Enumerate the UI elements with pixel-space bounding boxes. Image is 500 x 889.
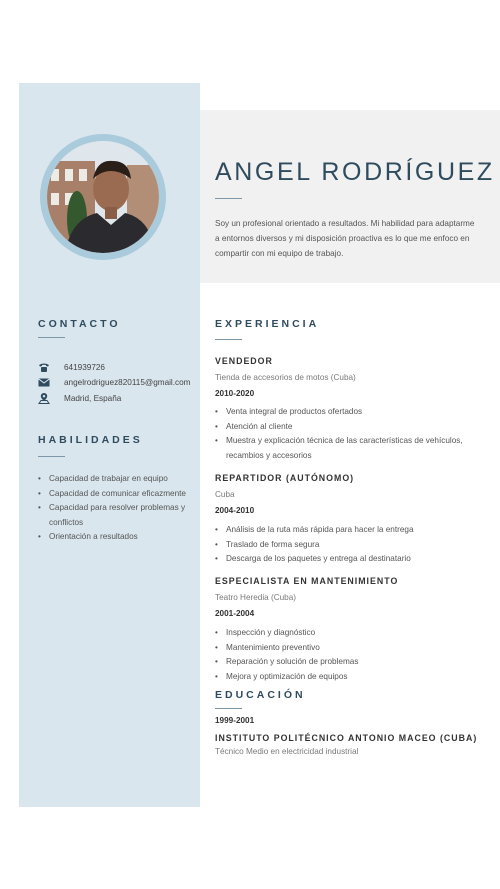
skills-list [38, 472, 196, 545]
phone-icon [38, 362, 50, 372]
contact-email[interactable]: angelrodriguez820115@gmail.com [64, 377, 191, 387]
contact-divider [38, 337, 65, 338]
contact-section-title: CONTACTO [38, 318, 121, 330]
education-school: INSTITUTO POLITÉCNICO ANTONIO MACEO (CUBA) [215, 733, 478, 743]
list-item: • Capacidad para resolver problemas y conflictos [38, 501, 196, 530]
job-dates: 2010-2020 [215, 389, 255, 398]
list-item: • Orientación a resultados [38, 530, 196, 545]
job-title: REPARTIDOR (AUTÓNOMO) [215, 473, 355, 483]
mail-icon [38, 377, 50, 387]
job-dates: 2001-2004 [215, 609, 255, 618]
profile-photo-illustration [47, 141, 159, 253]
experience-section-title: EXPERIENCIA [215, 318, 320, 330]
job-place: Teatro Heredia (Cuba) [215, 593, 297, 602]
list-item: • Mejora y optimización de equipos [215, 670, 485, 685]
job-place: Tienda de accesorios de motos (Cuba) [215, 373, 356, 382]
education-dates: 1999-2001 [215, 716, 255, 725]
list-item: • Venta integral de productos ofertados [215, 405, 485, 420]
list-item: • Reparación y solución de problemas [215, 655, 485, 670]
profile-photo-frame [40, 134, 166, 260]
list-item: • Descarga de los paquetes y entrega al destinatario [215, 552, 485, 567]
list-item: • Traslado de forma segura [215, 538, 485, 553]
contact-phone[interactable]: 641939726 [64, 362, 105, 372]
experience-divider [215, 339, 242, 340]
profile-summary: Soy un profesional orientado a resultados. Mi habilidad para adaptarme a entornos diversos y mi disposición proactiva es lo que me enfoco en compartir con mi equipo de trabajo. [215, 219, 475, 258]
name-divider [215, 198, 242, 199]
skills-section-title: HABILIDADES [38, 434, 143, 446]
contact-phone-row [38, 362, 105, 372]
education-divider [215, 708, 242, 709]
education-section-title: EDUCACIÓN [215, 689, 306, 701]
job-tasks [215, 523, 485, 567]
education-degree: Técnico Medio en electricidad industrial [215, 747, 359, 756]
list-item: • Atención al cliente [215, 420, 485, 435]
location-icon [38, 393, 50, 403]
list-item: • Capacidad de trabajar en equipo [38, 472, 196, 487]
list-item: • Capacidad de comunicar eficazmente [38, 487, 196, 502]
job-place: Cuba [215, 490, 235, 499]
contact-location: Madrid, España [64, 393, 122, 403]
job-tasks [215, 626, 485, 684]
contact-email-row [38, 377, 191, 387]
contact-location-row [38, 393, 121, 403]
candidate-name: ANGEL RODRÍGUEZ [215, 158, 495, 186]
list-item: • Análisis de la ruta más rápida para hacer la entrega [215, 523, 485, 538]
list-item: • Muestra y explicación técnica de las características de vehículos, recambios y accesorios [215, 434, 485, 463]
profile-photo [47, 141, 159, 253]
job-title: VENDEDOR [215, 356, 273, 366]
job-dates: 2004-2010 [215, 506, 255, 515]
job-tasks [215, 405, 485, 463]
skills-divider [38, 456, 65, 457]
list-item: • Inspección y diagnóstico [215, 626, 485, 641]
job-title: ESPECIALISTA EN MANTENIMIENTO [215, 576, 399, 586]
list-item: • Mantenimiento preventivo [215, 641, 485, 656]
